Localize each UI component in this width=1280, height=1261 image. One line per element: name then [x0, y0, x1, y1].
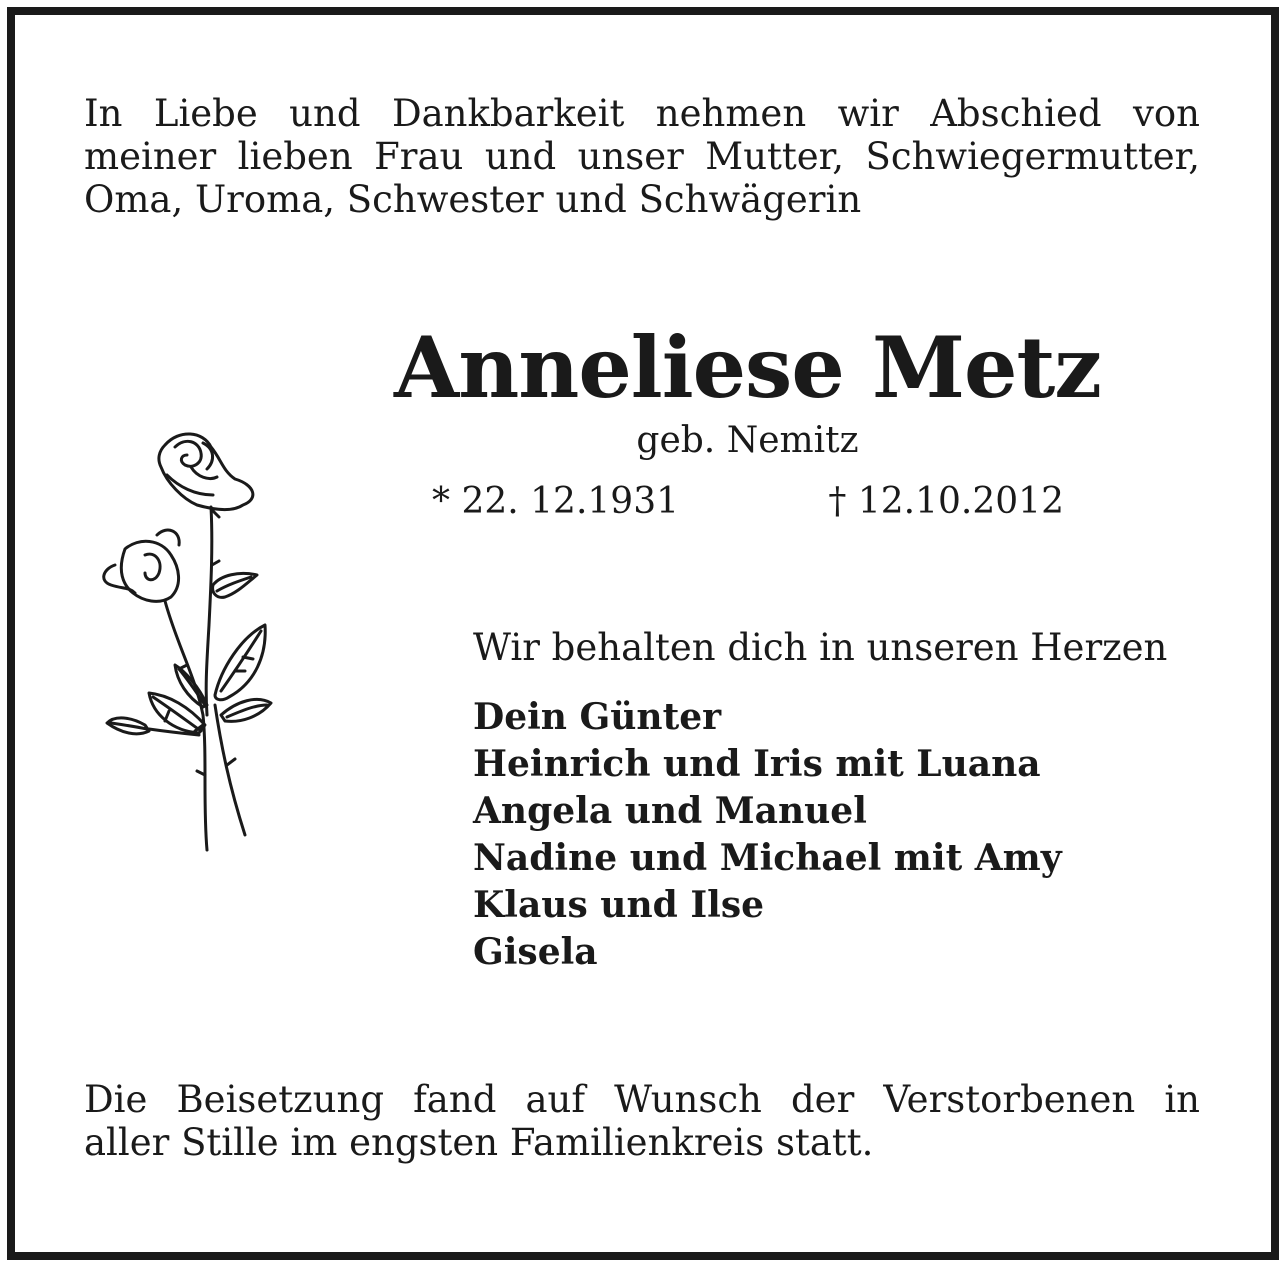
family-member: Dein Günter: [473, 696, 722, 738]
rose-icon: [95, 425, 275, 860]
closing-text: [84, 1078, 1200, 1164]
intro-text: [84, 92, 1200, 221]
intro-line: meiner lieben Frau und unser Mutter, Schwiegermutter,: [84, 135, 1200, 178]
death-date: † 12.10.2012: [828, 481, 1064, 522]
family-member: Klaus und Ilse: [473, 884, 765, 926]
life-dates: [432, 481, 1072, 523]
family-member: Angela und Manuel: [473, 790, 867, 832]
family-member: Nadine und Michael mit Amy: [473, 837, 1062, 879]
motto: Wir behalten dich in unseren Herzen: [473, 626, 1168, 669]
family-member: Heinrich und Iris mit Luana: [473, 743, 1041, 785]
maiden-name: geb. Nemitz: [636, 420, 859, 461]
intro-line: In Liebe und Dankbarkeit nehmen wir Abschied von: [84, 92, 1200, 135]
closing-line: aller Stille im engsten Familienkreis statt.: [84, 1121, 874, 1164]
intro-line: Oma, Uroma, Schwester und Schwägerin: [84, 178, 862, 221]
birth-date: * 22. 12.1931: [432, 481, 680, 522]
family-list: [473, 694, 1062, 976]
deceased-name: Anneliese Metz: [394, 318, 1101, 417]
closing-line: Die Beisetzung fand auf Wunsch der Verstorbenen in: [84, 1078, 1200, 1121]
family-member: Gisela: [473, 931, 598, 973]
